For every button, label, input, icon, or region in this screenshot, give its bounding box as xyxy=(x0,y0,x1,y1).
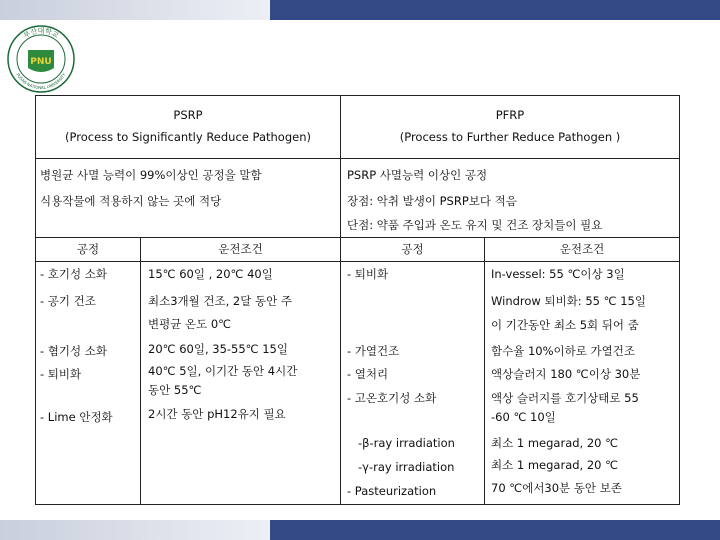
column-divider xyxy=(140,237,141,504)
psrp-condition: 40℃ 5일, 이기간 동안 4시간 xyxy=(148,364,298,378)
pfrp-description-3: 단점: 약품 주입과 온도 유지 및 건조 장치들이 필요 xyxy=(347,218,603,232)
psrp-process: - 호기성 소화 xyxy=(40,267,108,281)
row-divider xyxy=(36,261,679,262)
pfrp-process: -γ-ray irradiation xyxy=(358,460,455,474)
column-divider xyxy=(484,237,485,504)
psrp-subtitle: (Process to Significantly Reduce Pathogen) xyxy=(65,130,311,144)
pfrp-condition: 최소 1 megarad, 20 ℃ xyxy=(491,458,619,472)
bottom-banner-dark xyxy=(270,520,720,540)
pfrp-process: - Pasteurization xyxy=(347,484,437,498)
psrp-process: - Lime 안정화 xyxy=(40,410,113,424)
pfrp-description-2: 장점: 악취 발생이 PSRP보다 적음 xyxy=(347,194,517,208)
bottom-banner xyxy=(0,520,720,540)
pfrp-condition: In-vessel: 55 ℃이상 3일 xyxy=(491,267,625,281)
psrp-process: - 혐기성 소화 xyxy=(40,344,108,358)
psrp-description-1: 병원균 사멸 능력이 99%이상인 공정을 말함 xyxy=(40,168,262,182)
top-banner xyxy=(0,0,720,20)
psrp-title: PSRP xyxy=(173,108,203,122)
psrp-condition: 20℃ 60일, 35-55℃ 15일 xyxy=(148,342,288,356)
psrp-condition: 2시간 동안 pH12유지 필요 xyxy=(148,407,286,421)
pfrp-condition: Windrow 퇴비화: 55 ℃ 15일 xyxy=(491,294,646,308)
comparison-table xyxy=(35,95,680,505)
psrp-condition: 15℃ 60일 , 20℃ 40일 xyxy=(148,267,273,281)
pfrp-process: - 퇴비화 xyxy=(347,267,389,281)
logo-emblem: PNU xyxy=(30,57,52,67)
logo-text-top: 부산대학교 xyxy=(22,27,60,40)
pfrp-title: PFRP xyxy=(495,108,525,122)
pfrp-condition: 이 기간동안 최소 5회 뒤어 줌 xyxy=(491,318,639,332)
top-banner-dark xyxy=(270,0,720,20)
pfrp-description-1: PSRP 사멸능력 이상인 공정 xyxy=(347,168,488,182)
column-divider xyxy=(340,96,341,504)
row-divider xyxy=(36,237,679,238)
pfrp-condition: 최소 1 megarad, 20 ℃ xyxy=(491,436,619,450)
row-divider xyxy=(36,158,679,159)
psrp-process: - 공기 건조 xyxy=(40,294,96,308)
pfrp-condition: 함수율 10%이하로 가열건조 xyxy=(491,344,635,358)
pfrp-process: - 가열건조 xyxy=(347,344,400,358)
logo-text-bottom: PUSAN NATIONAL UNIVERSITY xyxy=(15,72,67,91)
psrp-condition: 동안 55℃ xyxy=(148,383,202,397)
psrp-condition-header: 운전조건 xyxy=(218,242,263,256)
pfrp-condition-header: 운전조건 xyxy=(559,242,605,256)
psrp-condition: 최소3개월 건조, 2달 동안 주 xyxy=(148,294,292,308)
pfrp-process: - 고온호기성 소화 xyxy=(347,391,437,405)
pfrp-process: -β-ray irradiation xyxy=(358,436,455,450)
pfrp-condition: -60 ℃ 10일 xyxy=(491,410,556,424)
top-banner-light xyxy=(0,0,270,20)
pfrp-process: - 열처리 xyxy=(347,367,389,381)
pfrp-process-header: 공정 xyxy=(401,242,424,256)
psrp-condition: 변평균 온도 0℃ xyxy=(148,317,232,331)
university-logo-icon xyxy=(6,24,76,94)
psrp-process-header: 공정 xyxy=(76,242,100,256)
psrp-process: - 퇴비화 xyxy=(40,367,82,381)
pfrp-subtitle: (Process to Further Reduce Pathogen ) xyxy=(399,130,621,144)
pfrp-condition: 70 ℃에서30분 동안 보존 xyxy=(491,481,622,495)
pfrp-condition: 액상슬러지 180 ℃이상 30분 xyxy=(491,367,641,381)
pfrp-condition: 액상 슬러지를 호기상태로 55 xyxy=(491,391,639,405)
psrp-description-2: 식용작물에 적용하지 않는 곳에 적당 xyxy=(40,194,222,208)
bottom-banner-light xyxy=(0,520,270,540)
